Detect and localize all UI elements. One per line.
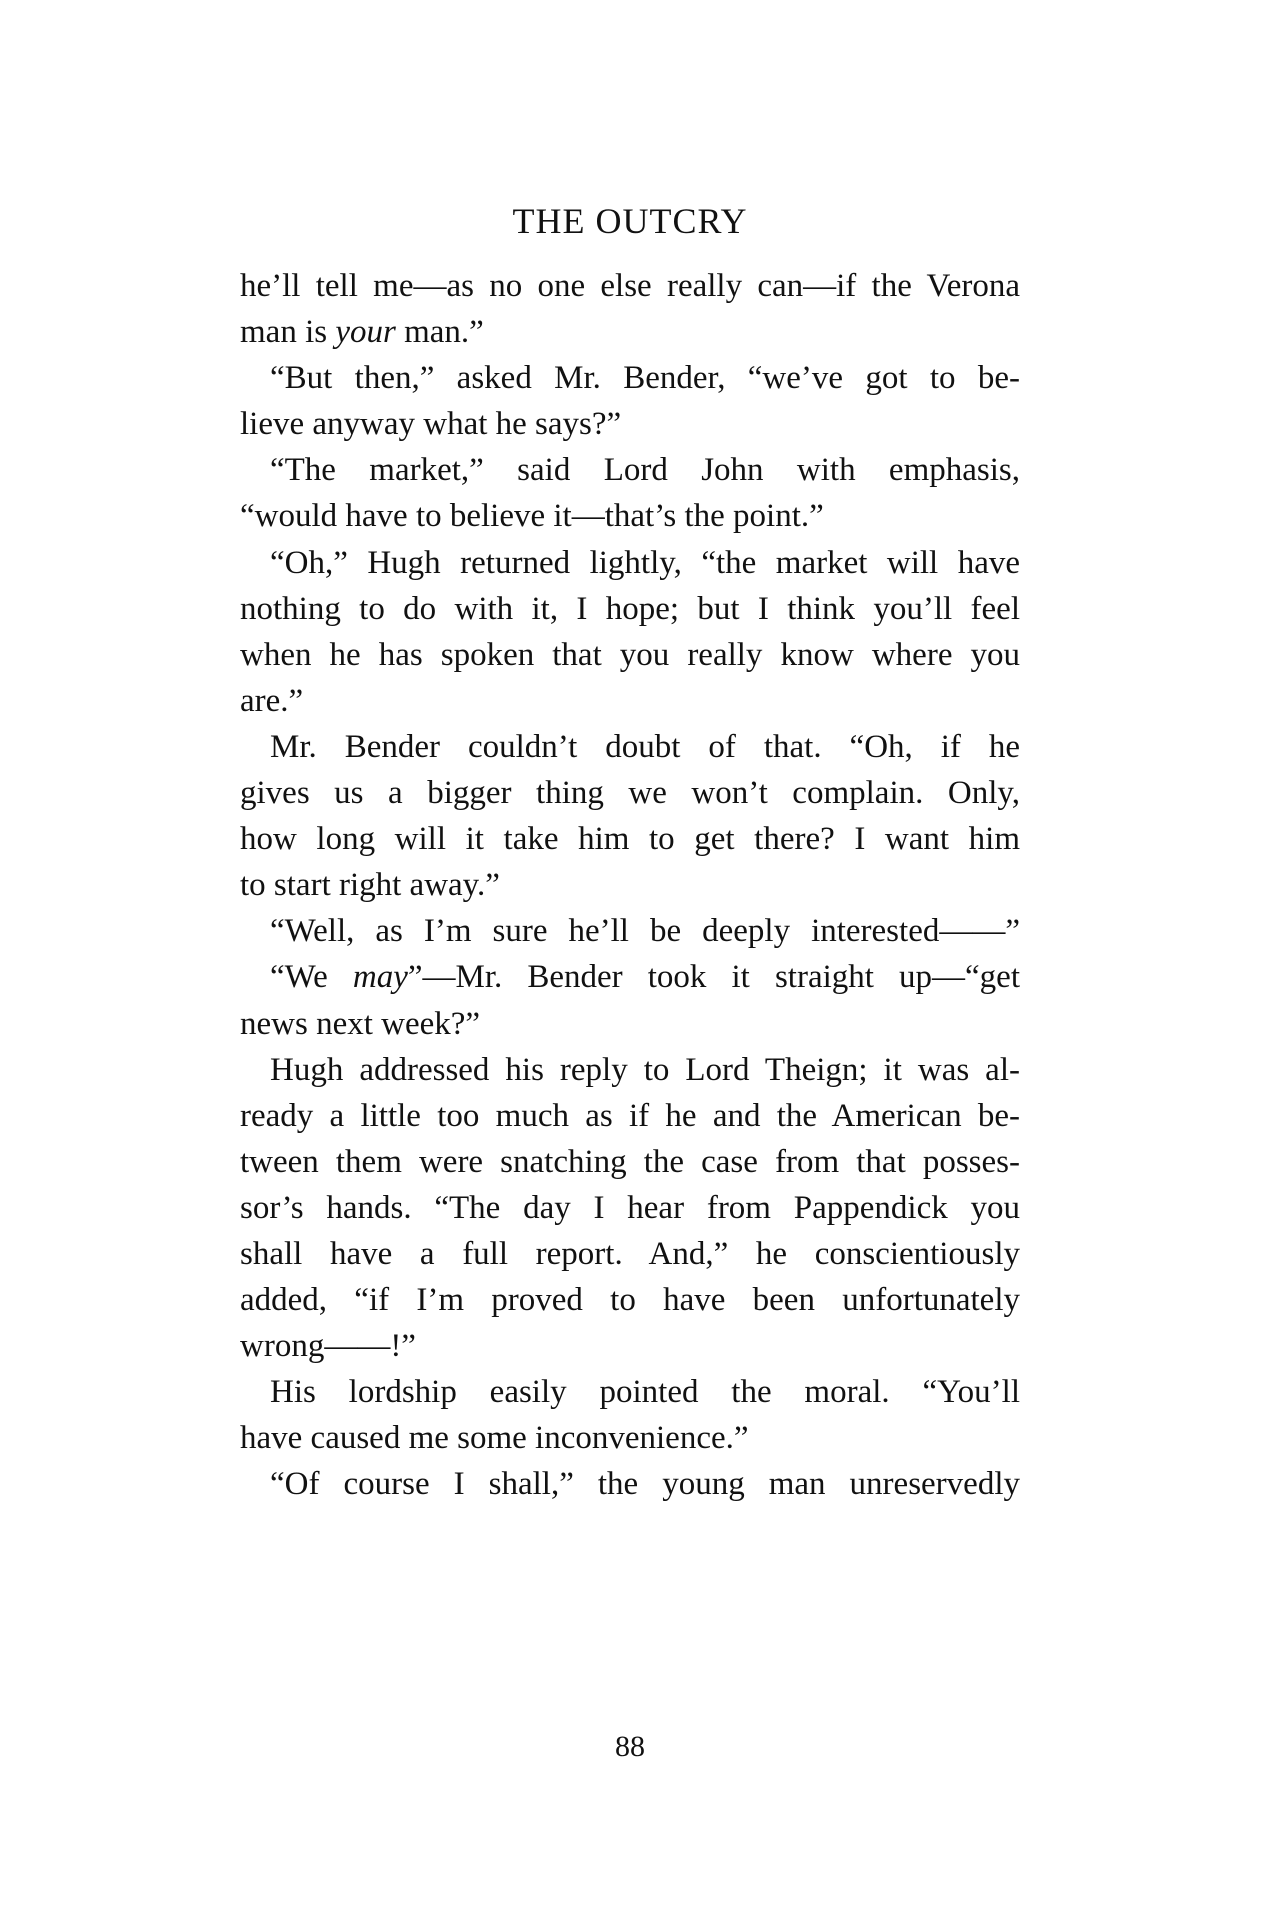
- text-line: [240, 678, 1020, 724]
- text-segment: shall have a full report. And,” he conscientiously: [240, 1235, 1020, 1272]
- text-line: [240, 1001, 1020, 1047]
- text-segment: “would have to believe it—that’s the point.”: [240, 498, 824, 535]
- text-line: [240, 954, 1020, 1000]
- text-line: [240, 1461, 1020, 1507]
- body-text: [240, 263, 1020, 1508]
- italic-text: may: [352, 959, 408, 996]
- text-segment: lieve anyway what he says?”: [240, 406, 622, 443]
- text-line: [240, 1185, 1020, 1231]
- text-line: [240, 816, 1020, 862]
- text-segment: to start right away.”: [240, 867, 500, 904]
- text-segment: are.”: [240, 682, 304, 719]
- text-line: [240, 447, 1020, 493]
- text-segment: have caused me some inconvenience.”: [240, 1420, 749, 1457]
- text-line: [240, 401, 1020, 447]
- text-segment: man is: [240, 314, 336, 351]
- text-segment: how long will it take him to get there? I want him: [240, 821, 1020, 858]
- text-line: [240, 1139, 1020, 1185]
- text-line: [240, 1047, 1020, 1093]
- text-segment: ready a little too much as if he and the American be-: [240, 1097, 1020, 1134]
- text-line: [240, 1231, 1020, 1277]
- italic-text: your: [335, 314, 396, 351]
- text-segment: tween them were snatching the case from that posses-: [240, 1143, 1020, 1180]
- page-number: 88: [615, 1730, 645, 1763]
- text-line: [240, 586, 1020, 632]
- text-segment: when he has spoken that you really know where you: [240, 636, 1020, 673]
- text-segment: man.”: [395, 314, 484, 351]
- text-segment: news next week?”: [240, 1005, 481, 1042]
- text-segment: “Oh,” Hugh returned lightly, “the market will have: [270, 544, 1020, 581]
- text-line: [240, 1323, 1020, 1369]
- text-line: [240, 724, 1020, 770]
- text-segment: “Well, as I’m sure he’ll be deeply interested——”: [270, 913, 1020, 950]
- book-page: [240, 0, 1020, 1923]
- text-segment: sor’s hands. “The day I hear from Pappendick you: [240, 1189, 1020, 1226]
- text-segment: wrong——!”: [240, 1328, 416, 1365]
- text-segment: “The market,” said Lord John with emphasis,: [270, 452, 1020, 489]
- text-segment: “Of course I shall,” the young man unreservedly: [270, 1466, 1020, 1503]
- text-line: [240, 309, 1020, 355]
- text-line: [240, 540, 1020, 586]
- text-line: [240, 770, 1020, 816]
- text-segment: gives us a bigger thing we won’t complain. Only,: [240, 775, 1020, 812]
- text-segment: “But then,” asked Mr. Bender, “we’ve got to be-: [270, 360, 1020, 397]
- text-segment: added, “if I’m proved to have been unfortunately: [240, 1282, 1020, 1319]
- text-segment: Mr. Bender couldn’t doubt of that. “Oh, if he: [270, 728, 1020, 765]
- text-segment: Hugh addressed his reply to Lord Theign; it was al-: [270, 1051, 1020, 1088]
- running-head: THE OUTCRY: [512, 201, 748, 241]
- text-line: [240, 1369, 1020, 1415]
- text-segment: nothing to do with it, I hope; but I think you’ll feel: [240, 590, 1020, 627]
- text-segment: ”—Mr. Bender took it straight up—“get: [407, 959, 1020, 996]
- text-segment: His lordship easily pointed the moral. “You’ll: [270, 1374, 1020, 1411]
- text-line: [240, 1093, 1020, 1139]
- text-line: [240, 1415, 1020, 1461]
- text-line: [240, 355, 1020, 401]
- text-line: [240, 1277, 1020, 1323]
- text-line: [240, 632, 1020, 678]
- text-line: [240, 908, 1020, 954]
- text-segment: he’ll tell me—as no one else really can—if the Verona: [240, 268, 1020, 304]
- text-line: [240, 263, 1020, 309]
- text-line: [240, 862, 1020, 908]
- text-segment: “We: [270, 959, 353, 996]
- text-line: [240, 493, 1020, 539]
